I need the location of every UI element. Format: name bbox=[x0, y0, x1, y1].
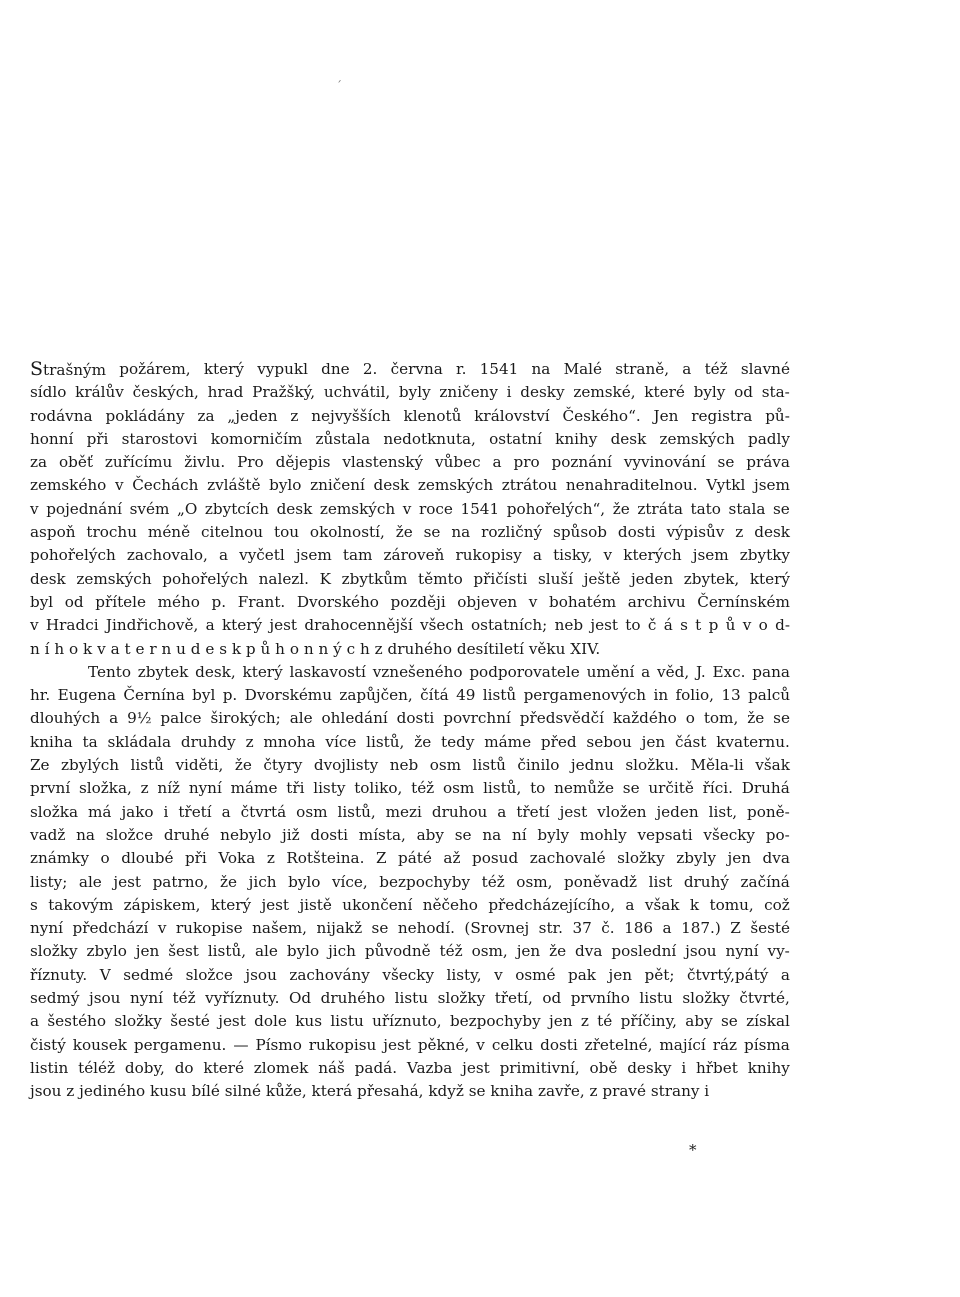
text-line: v pojednání svém „O zbytcích desk zemských v roce 1541 pohořelých“, že ztráta tato stala se bbox=[30, 499, 790, 518]
text-line: říznuty. V sedmé složce jsou zachovány všecky listy, v osmé pak jen pět; čtvrtý,pátý a bbox=[30, 965, 790, 984]
text-line: čistý kousek pergamenu. — Písmo rukopisu jest pěkné, v celku dosti zřetelné, mající ráz písma bbox=[30, 1035, 790, 1054]
text-line: známky o dloubé při Voka z Rotšteina. Z páté až posud zachovalé složky zbyly jen dva bbox=[30, 849, 790, 868]
text-line: listin téléž doby, do které zlomek náš padá. Vazba jest primitivní, obě desky i hřbet knihy bbox=[30, 1058, 790, 1077]
text-line: složky zbylo jen šest listů, ale bylo jich původně též osm, jen že dva poslední jsou nyní vy- bbox=[30, 942, 790, 961]
text-line: v Hradci Jindřichově, a který jest drahocennější všech ostatních; neb jest to č á s t p ů v o d- bbox=[30, 616, 790, 635]
text-line: honní při starostovi komorničím zůstala nedotknuta, ostatní knihy desk zemských padly bbox=[30, 429, 790, 448]
text-line: dlouhých a 9½ palce širokých; ale ohledání dosti povrchní předsvědčí každého o tom, že se bbox=[30, 709, 790, 728]
text-line: a šestého složky šesté jest dole kus listu uříznuto, bezpochyby jen z té příčiny, aby se získal bbox=[30, 1012, 790, 1031]
text-line: rodávna pokládány za „jeden z nejvyšších klenotů království Českého“. Jen registra pů- bbox=[30, 406, 790, 425]
text-line: aspoň trochu méně citelnou tou okolností, že se na rozličný spůsob dosti výpisův z desk bbox=[30, 523, 790, 542]
text-line: první složka, z níž nyní máme tři listy toliko, též osm listů, to nemůže se určitě říci. Druhá bbox=[30, 779, 790, 798]
text-line: sídlo králův českých, hrad Pražšký, uchvátil, byly zničeny i desky zemské, které byly od sta- bbox=[30, 383, 790, 402]
text-line: Strašným požárem, který vypukl dne 2. června r. 1541 na Malé straně, a též slavné bbox=[30, 358, 790, 380]
speck-mark: ˊ bbox=[336, 79, 342, 93]
text-line: vadž na složce druhé nebylo již dosti místa, aby se na ní byly mohly vepsati všecky po- bbox=[30, 825, 790, 844]
text-line: složka má jako i třetí a čtvrtá osm listů, mezi druhou a třetí jest vložen jeden list, poně- bbox=[30, 802, 790, 821]
text-line: zemského v Čechách zvláště bylo zničení desk zemských ztrátou nenahraditelnou. Vytkl jsem bbox=[30, 476, 790, 495]
text-line: hr. Eugena Černína byl p. Dvorskému zapůjčen, čítá 49 listů pergamenových in folio, 13 palců bbox=[30, 686, 790, 705]
text-line: n í h o k v a t e r n u d e s k p ů h o n n ý c h z druhého desítiletí věku XIV. bbox=[30, 639, 601, 658]
text-line: listy; ale jest patrno, že jich bylo více, bezpochyby též osm, poněvadž list druhý začíná bbox=[30, 872, 790, 891]
text-line: pohořelých zachovalo, a vyčetl jsem tam zároveň rukopisy a tisky, v kterých jsem zbytky bbox=[30, 546, 790, 565]
text-line: s takovým zápiskem, který jest jistě ukončení něčeho předcházejícího, a však k tomu, což bbox=[30, 895, 790, 914]
text-line: desk zemských pohořelých nalezl. K zbytkům těmto přičísti sluší ještě jeden zbytek, který bbox=[30, 569, 790, 588]
text-line: nyní předchází v rukopise našem, nijakž se nehodí. (Srovnej str. 37 č. 186 a 187.) Z šesté bbox=[30, 919, 790, 938]
footnote-asterisk: * bbox=[689, 1141, 697, 1159]
text-line: kniha ta skládala druhdy z mnoha více listů, že tedy máme před sebou jen část kvaternu. bbox=[30, 732, 790, 751]
text-line: sedmý jsou nyní též vyříznuty. Od druhého listu složky třetí, od prvního listu složky čtvrté, bbox=[30, 989, 790, 1008]
body-text bbox=[30, 358, 790, 1104]
text-line: byl od přítele mého p. Frant. Dvorského později objeven v bohatém archivu Černínském bbox=[30, 592, 790, 611]
text-line: jsou z jediného kusu bílé silné kůže, která přesahá, když se kniha zavře, z pravé strany i bbox=[30, 1082, 710, 1101]
text-line: za oběť zuřícímu živlu. Pro dějepis vlastenský vůbec a pro poznání vyvinování se práva bbox=[30, 453, 790, 472]
text-line: Ze zbylých listů viděti, že čtyry dvojlisty neb osm listů činilo jednu složku. Měla-li však bbox=[30, 756, 790, 775]
text-line: Tento zbytek desk, který laskavostí vznešeného podporovatele umění a věd, J. Exc. pana bbox=[88, 662, 790, 681]
